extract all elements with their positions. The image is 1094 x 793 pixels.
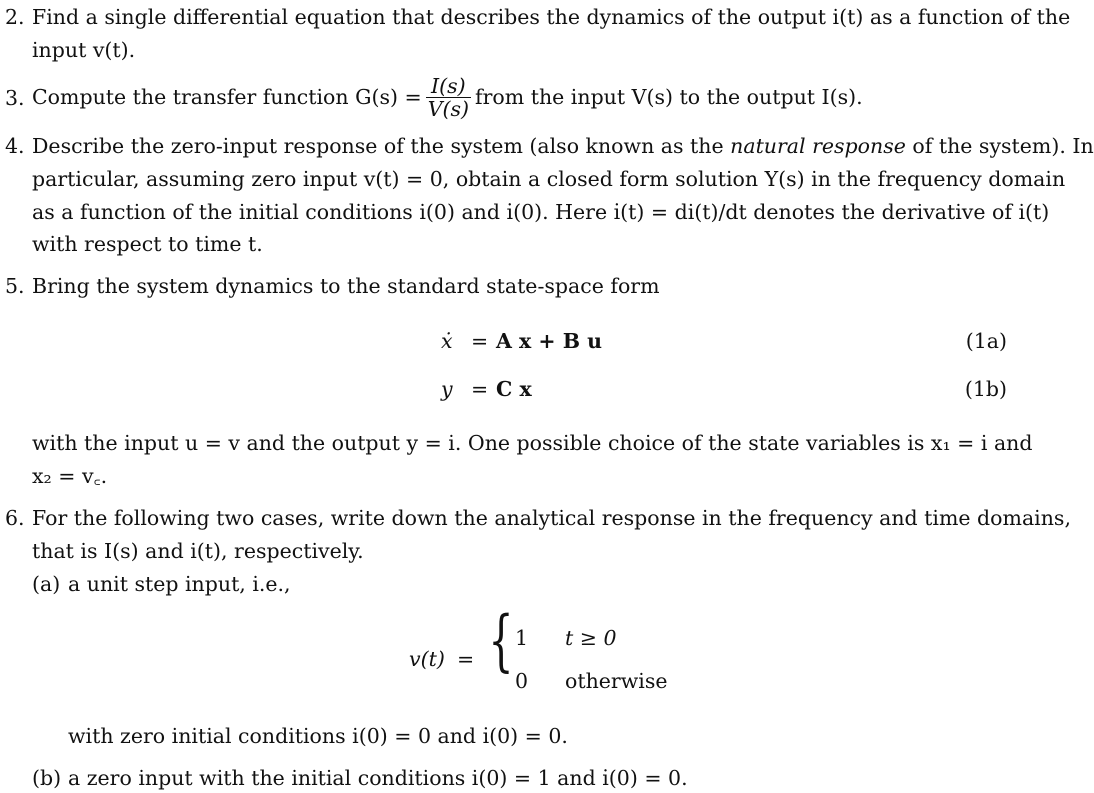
left-brace: {	[488, 602, 514, 679]
q4-line1-b: of the system). In	[905, 134, 1094, 158]
eq1-number: (1a)	[965, 329, 1007, 353]
q6a-after: with zero initial conditions i(0) = 0 and i̇(0) = 0.	[68, 724, 568, 748]
q5-text-line2: with the input u = v and the output y = i. One possible choice of the state variables is x₁ = i and	[32, 431, 1033, 455]
eq2-rhs: C x	[496, 377, 532, 401]
q3-pre: Compute the transfer function G(s) =	[32, 85, 422, 109]
q5-text-line3: x₂ = v꜀.	[32, 464, 108, 488]
fraction-numerator: I(s)	[426, 75, 471, 98]
q2-text-line2: input v(t).	[32, 38, 136, 62]
piecewise-lhs: v(t)	[409, 647, 445, 671]
piecewise-cond-1: t ≥ 0	[565, 626, 617, 650]
piecewise-equals: =	[457, 647, 475, 671]
piecewise-value-1: 1	[515, 626, 529, 650]
piecewise-value-2: 0	[515, 669, 529, 693]
eq2-lhs: y	[441, 377, 453, 401]
q6-text-line1: For the following two cases, write down the analytical response in the frequency and time domains,	[32, 506, 1071, 530]
q4-text-line4: with respect to time t.	[32, 232, 263, 256]
q4-line1-emphasis: natural response	[730, 134, 906, 158]
q3-text	[32, 69, 863, 125]
q2-text-line1: Find a single differential equation that describes the dynamics of the output i(t) as a function of the	[32, 5, 1071, 29]
q4-text-line3: as a function of the initial conditions i(0) and i̇(0). Here i̇(t) = di(t)/dt denotes the derivative of i(t)	[32, 200, 1050, 224]
q2-number: 2.	[5, 5, 25, 29]
q6-number: 6.	[5, 506, 25, 530]
eq2-equals: =	[471, 377, 489, 401]
q4-text-line2: particular, assuming zero input v(t) = 0, obtain a closed form solution Y(s) in the frequency domain	[32, 167, 1066, 191]
q6-text-line2: that is I(s) and i(t), respectively.	[32, 539, 364, 563]
q3-post: from the input V(s) to the output I(s).	[475, 85, 863, 109]
q3-number: 3.	[5, 86, 25, 110]
q5-text-line1: Bring the system dynamics to the standard state-space form	[32, 274, 660, 298]
fraction-denominator: V(s)	[427, 96, 470, 121]
eq1-rhs: A x + B u	[496, 329, 603, 353]
eq1-equals: =	[471, 329, 489, 353]
q4-line1-a: Describe the zero-input response of the system (also known as the	[32, 134, 731, 158]
piecewise-cond-2: otherwise	[565, 669, 668, 693]
q6a-text: a unit step input, i.e.,	[68, 572, 291, 596]
eq2-number: (1b)	[964, 377, 1007, 401]
q5-number: 5.	[5, 274, 25, 298]
eq1-lhs: ẋ	[441, 329, 453, 353]
q6b-text: a zero input with the initial conditions i(0) = 1 and i̇(0) = 0.	[68, 766, 688, 790]
q4-number: 4.	[5, 134, 25, 158]
q6b-label: (b)	[32, 766, 62, 790]
q4-text-line1	[32, 134, 1094, 158]
transfer-fraction	[426, 75, 471, 120]
q6a-label: (a)	[32, 572, 61, 596]
